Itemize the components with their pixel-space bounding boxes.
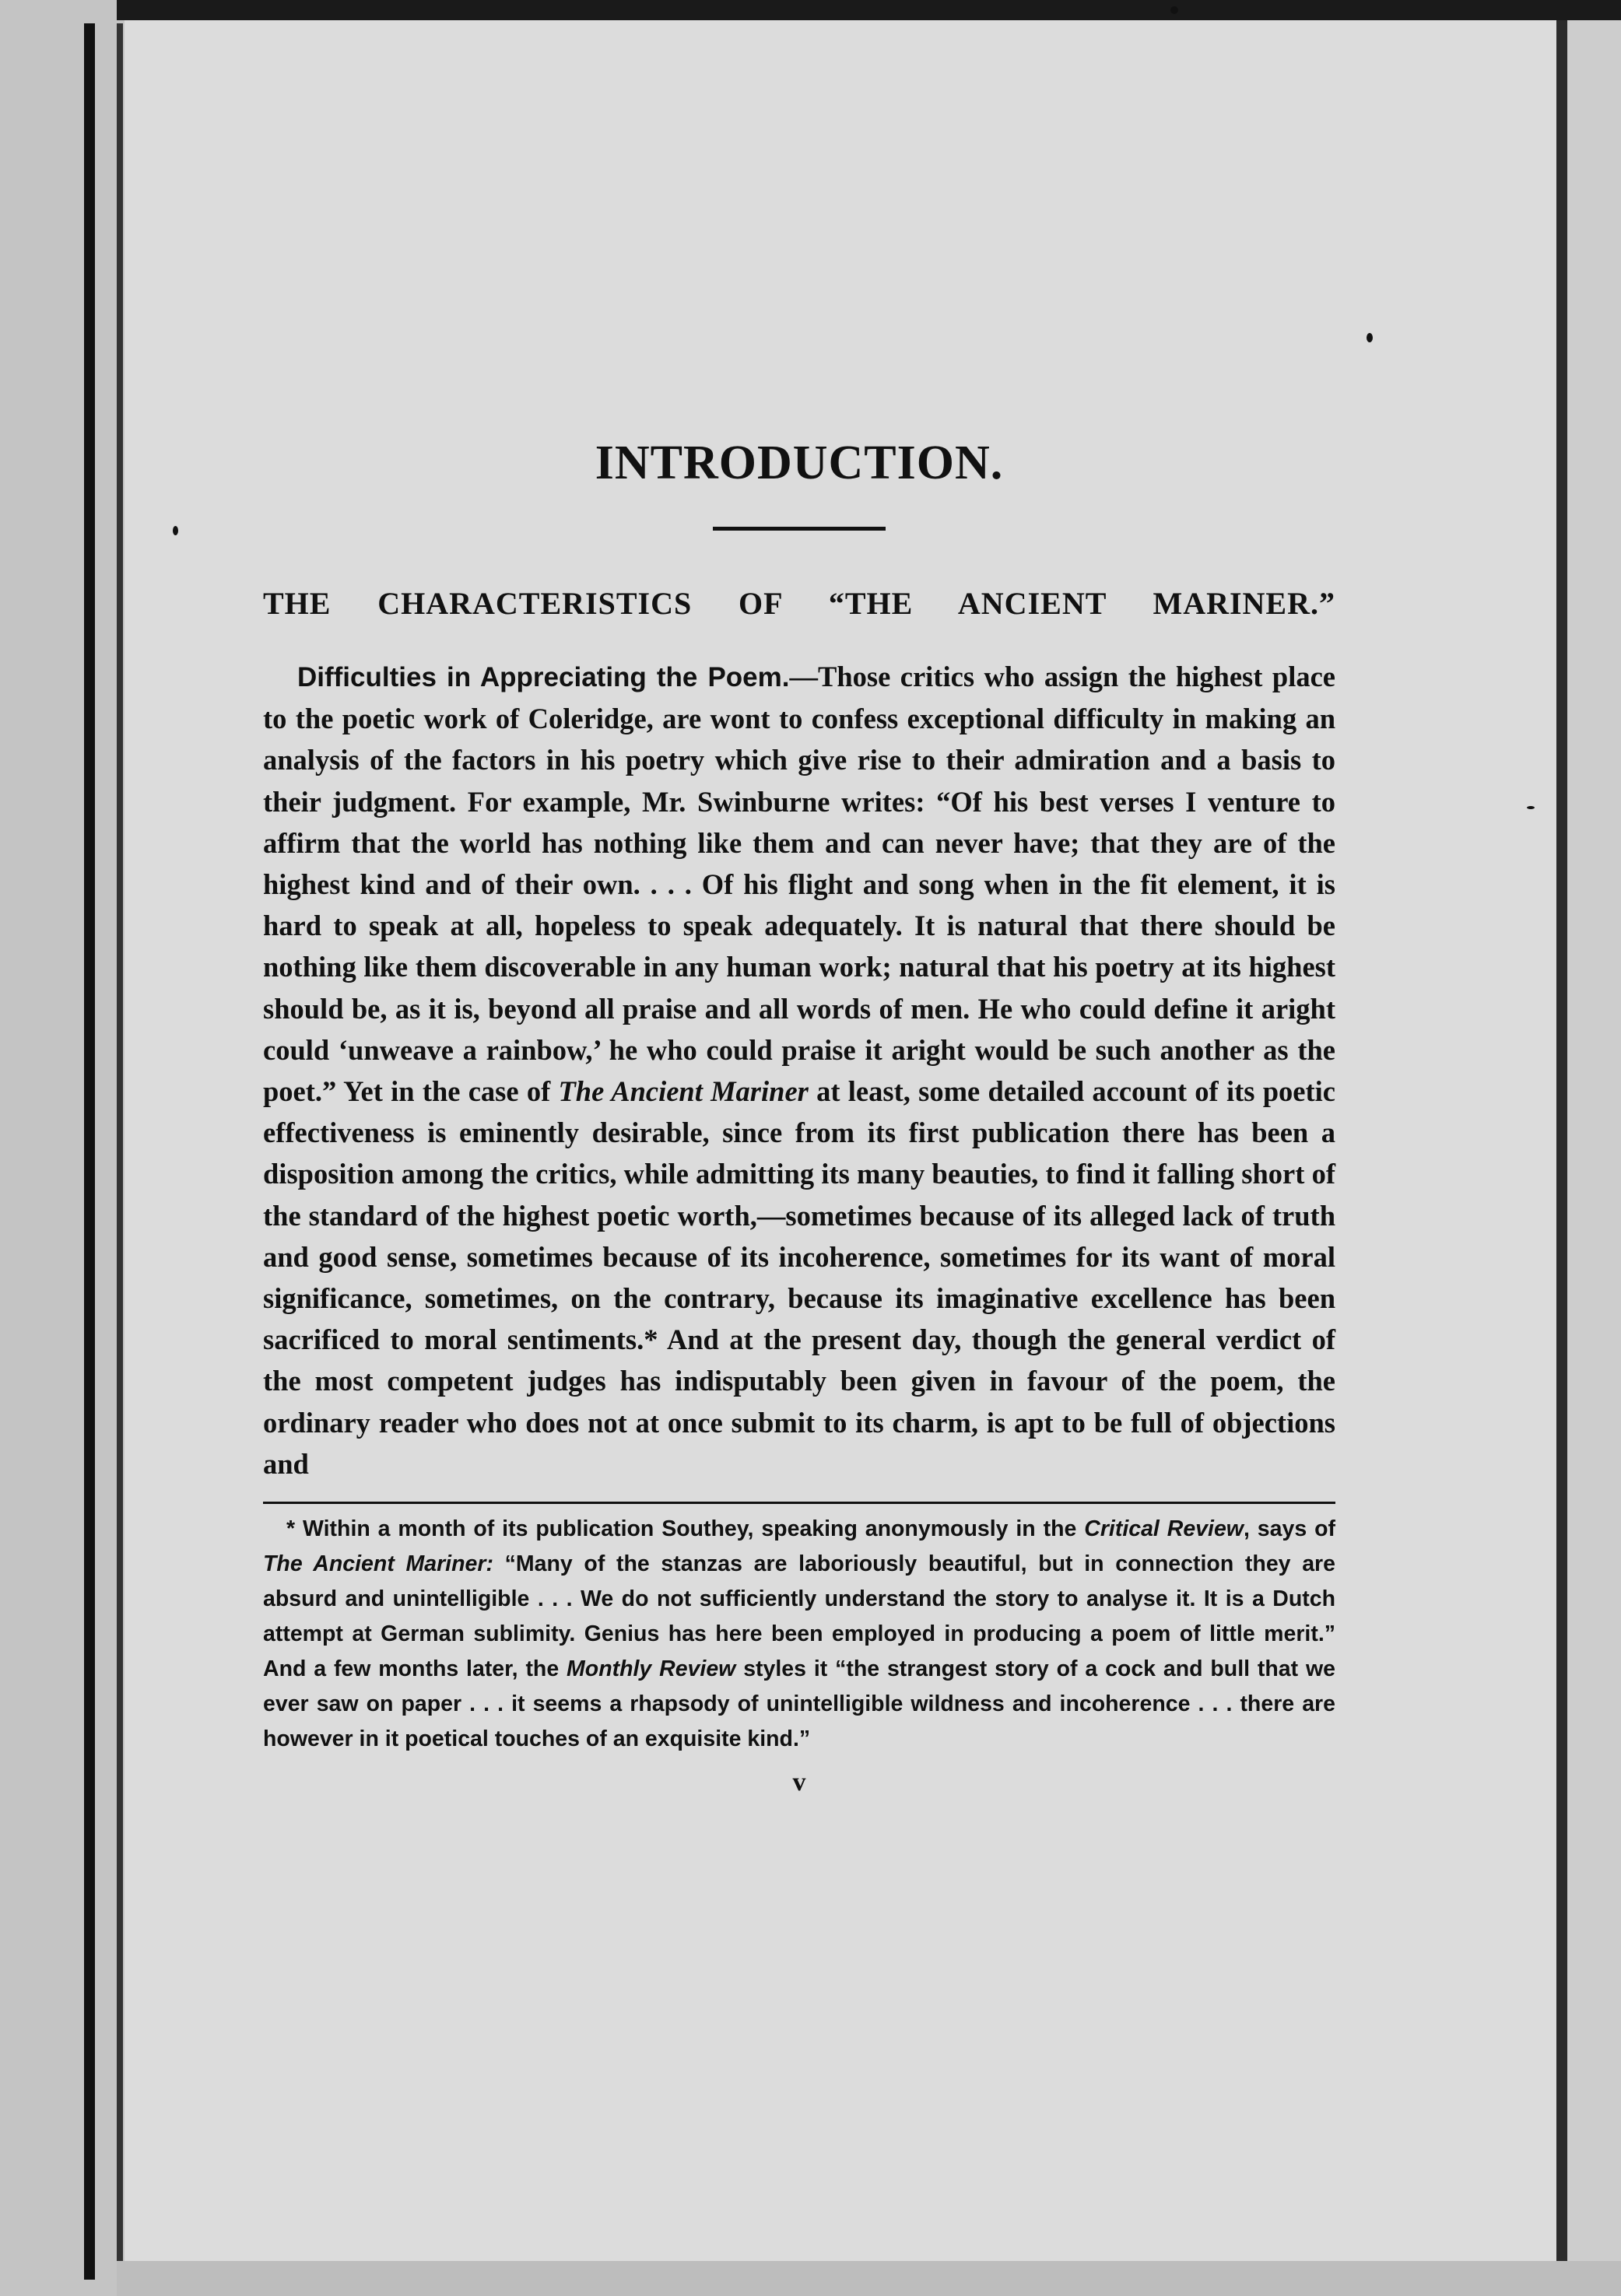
title-rule: [713, 527, 886, 531]
footnote-text-d: styles it “the strangest story of a cock and bull that we ever saw on paper . . . it seems a rhapsody of unintelligible wildness and incoherence . . . there are however in it poetical touches of an exquisite kind.”: [263, 1656, 1335, 1752]
page-title: INTRODUCTION.: [595, 436, 1004, 489]
bottom-scan-edge: [117, 2261, 1621, 2296]
scan-speck: [173, 526, 178, 535]
body-italic-title: The Ancient Mariner: [558, 1075, 809, 1108]
footnote-italic-ancient-mariner: The Ancient Mariner:: [263, 1551, 493, 1577]
footnote-text-c: “Many of the stanzas are laboriously beautiful, but in connection they are absurd and unintelligible . . . We do not sufficiently understand the story to analyse it. It is a Dutch attempt at German sublimity. Genius has here been employed in producing a poem of little merit.” And a few months later, the: [263, 1551, 1335, 1682]
binding-edge-line: [84, 23, 95, 2280]
binding-edge-line-inner: [117, 23, 123, 2280]
body-text-part-1: —Those critics who assign the highest place to the poetic work of Coleridge, are wont to confess exceptional difficulty in making an analysis of the factors in his poetry which give rise to their admiration and a basis to their judgment. For example, Mr. Swinburne writes: “Of his best verses I venture to affirm that the world has nothing like them and can never have; that they are of the highest kind and of their own. . . . Of his flight and song when in the fit element, it is hard to speak at all, hopeless to speak adequately. It is natural that there should be nothing like them discoverable in any human work; natural that his poetry at its highest should be, as it is, beyond all praise and all words of men. He who could define it aright could ‘unweave a rainbow,’ he who could praise it aright would be such another as the poet.” Yet in the case of: [263, 661, 1335, 1108]
section-heading: THE CHARACTERISTICS OF “THE ANCIENT MARINER.”: [263, 586, 1335, 621]
scan-speck: [1170, 6, 1178, 14]
footnote-italic-critical-review: Critical Review: [1084, 1516, 1244, 1542]
left-margin-facing-page: [0, 0, 132, 2296]
scan-speck: [1527, 806, 1535, 809]
footnote-text-a: * Within a month of its publication Southey, speaking anonymously in the: [286, 1516, 1085, 1542]
footnote-text-b: , says of: [1243, 1516, 1335, 1542]
lead-heading: Difficulties in Appreciating the Poem.: [297, 662, 790, 692]
footnote-rule: [263, 1502, 1335, 1504]
footnote-italic-monthly-review: Monthly Review: [567, 1656, 736, 1682]
page-number: v: [792, 1768, 806, 1797]
top-scan-edge: [117, 0, 1621, 20]
body-paragraph: [263, 656, 1335, 1485]
scan-speck: [1367, 333, 1373, 342]
footnote: [263, 1512, 1335, 1757]
body-text-part-2: at least, some detailed account of its poetic effectiveness is eminently desirable, since from its first publication there has been a disposition among the critics, while admitting its many beauties, to find it falling short of the standard of the highest poetic worth,—sometimes because of its alleged lack of truth and good sense, sometimes because of its incoherence, sometimes for its want of moral significance, sometimes, on the contrary, because its imaginative excellence has been sacrificed to moral sentiments.* And at the present day, though the general verdict of the most competent judges has indisputably been given in favour of the poem, the ordinary reader who does not at once submit to its charm, is apt to be full of objections and: [263, 1075, 1335, 1480]
page-content: [263, 436, 1335, 1797]
